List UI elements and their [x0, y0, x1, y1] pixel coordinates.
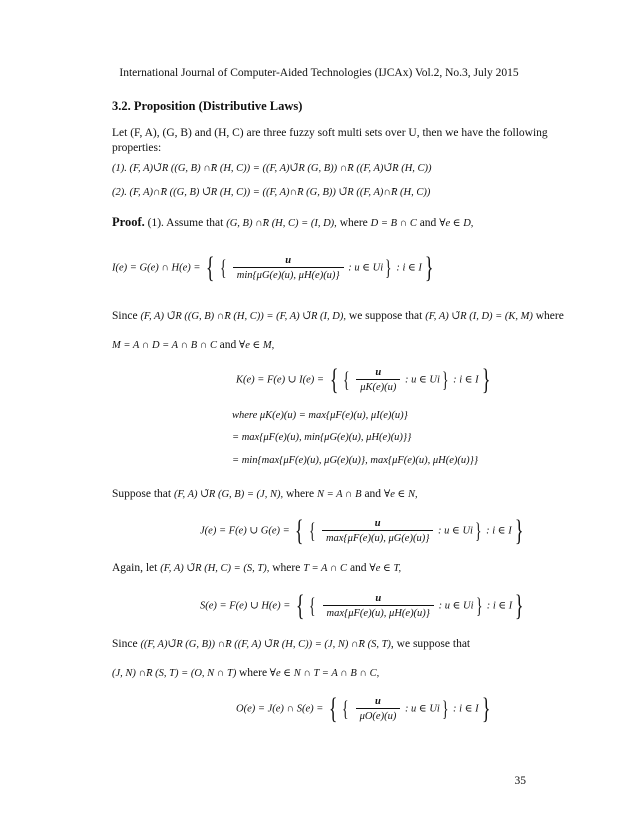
suppose-and: and [364, 488, 382, 500]
proof-where: where [339, 217, 368, 229]
K-numerator: u [375, 366, 382, 378]
J-fraction [322, 518, 433, 545]
N-forall: ∀e ∈ N, [383, 489, 418, 500]
proof-D-def: D = B ∩ C [370, 218, 417, 229]
where-line-2: = max{μF(e)(u), min{μG(e)(u), μH(e)(u)}} [232, 432, 412, 443]
T-def: T = A ∩ C [303, 563, 348, 574]
I-formula: I(e) = G(e) ∩ H(e) = { { $\frac{u}{\min\{\mu G(e)(u), \mu H(e)(u)\}}$ : u ∈ Ui} : i ∈ I} [112, 251, 434, 284]
proof-line [112, 215, 473, 230]
intro-line-1: Let (F, A), (G, B) and (H, C) are three fuzzy soft multi sets over U, then we have the following [112, 127, 548, 139]
JN-line [112, 667, 379, 679]
suppose-where: where [285, 488, 315, 500]
since-word-1: Since [112, 310, 138, 322]
I-numerator: u [285, 254, 292, 266]
again-line [112, 562, 401, 574]
suppose-expr: (F, A) ∪̃R (G, B) = (J, N), [173, 489, 284, 500]
again-where: where [272, 562, 301, 574]
suppose-line [112, 488, 418, 500]
JN-forall: ∀e ∈ N ∩ T = A ∩ B ∩ C, [269, 668, 380, 679]
J-numerator: u [374, 517, 381, 529]
S-numerator: u [375, 592, 382, 604]
proof-assume-expr: (G, B) ∩̃R (H, C) = (I, D), [226, 218, 337, 229]
again-label: Again, let [112, 562, 158, 574]
section-title: 3.2. Proposition (Distributive Laws) [112, 99, 303, 113]
M-forall: ∀e ∈ M, [238, 340, 275, 351]
where-line-3: = min{max{μF(e)(u), μG(e)(u)}, max{μF(e)(u), μH(e)(u)}} [232, 455, 479, 466]
page-number: 35 [514, 775, 526, 787]
proof-label: Proof. [112, 215, 145, 229]
I-tail: : u ∈ Ui [348, 262, 384, 274]
since-line-2 [112, 638, 470, 650]
again-and: and [349, 562, 367, 574]
O-index: : i ∈ I [453, 703, 479, 715]
since-line-1 [112, 310, 564, 322]
T-forall: ∀e ∈ T, [369, 563, 402, 574]
since-K-expr: (F, A) ∪̃R (I, D) = (K, M) [425, 311, 533, 322]
proof-and: and [419, 217, 437, 229]
K-fraction [356, 367, 400, 394]
K-lhs: K(e) = F(e) ∪ I(e) = [236, 374, 324, 386]
J-tail: : u ∈ Ui [438, 525, 473, 537]
equation-2: (2). (F, A)∩̃R ((G, B) ∪̃R (H, C)) = ((F, A)∩̃R (G, B)) ∪̃R ((F, A)∩̃R (H, C)) [112, 187, 431, 198]
equation-1: (1). (F, A)∪̃R ((G, B) ∩̃R (H, C)) = ((F, A)∪̃R (G, B)) ∩̃R ((F, A)∪̃R (H, C)) [112, 163, 432, 174]
I-lhs: I(e) = G(e) ∩ H(e) = [112, 262, 201, 274]
since-where-1: where [535, 310, 564, 322]
S-tail: : u ∈ Ui [438, 600, 474, 612]
K-denominator: μK(e)(u) [356, 379, 400, 394]
O-lhs: O(e) = J(e) ∩ S(e) = [236, 703, 324, 715]
O-numerator: u [375, 695, 381, 707]
I-denominator: min{μG(e)(u), μH(e)(u)} [233, 267, 344, 282]
N-def: N = A ∩ B [316, 489, 362, 500]
JN-where: where [238, 667, 268, 679]
JN-expr: (J, N) ∩̃R (S, T) = (O, N ∩ T) [112, 668, 237, 679]
proof-start: (1). Assume that [147, 217, 224, 229]
I-fraction [233, 255, 344, 282]
K-index: : i ∈ I [453, 374, 479, 386]
suppose-label: Suppose that [112, 488, 172, 500]
J-denominator: max{μF(e)(u), μG(e)(u)} [322, 530, 433, 545]
O-formula: O(e) = J(e) ∩ S(e) = { { $\frac{u}{\mu O(e)(u)}$ : u ∈ Ui} : i ∈ I} [236, 692, 491, 725]
S-index: : i ∈ I [486, 600, 513, 612]
S-formula: S(e) = F(e) ∪ H(e) = { { $\frac{u}{\max\{\mu F(e)(u), \mu H(e)(u)\}}$ : u ∈ Ui} : i ∈ I} [200, 589, 524, 622]
O-tail: : u ∈ Ui [404, 703, 440, 715]
intro-line-2: properties: [112, 142, 162, 154]
M-def: M = A ∩ D = A ∩ B ∩ C [112, 340, 217, 351]
S-lhs: S(e) = F(e) ∪ H(e) = [200, 600, 291, 612]
M-definition [112, 339, 274, 351]
since-expr-2: ((F, A)∪̃R (G, B)) ∩̃R ((F, A) ∪̃R (H, C)) = (J, N) ∩̃R (S, T) [140, 639, 391, 650]
O-denominator: μO(e)(u) [356, 708, 401, 723]
again-expr: (F, A) ∪̃R (H, C) = (S, T), [160, 563, 270, 574]
J-index: : i ∈ I [486, 525, 512, 537]
I-index: : i ∈ I [396, 262, 422, 274]
since-word-2: Since [112, 638, 138, 650]
since-tail-2: , we suppose that [390, 638, 471, 650]
where-line-1: where μK(e)(u) = max{μF(e)(u), μI(e)(u)} [232, 410, 408, 421]
journal-header: International Journal of Computer-Aided Technologies (IJCAx) Vol.2, No.3, July 2015 [119, 67, 519, 79]
O-fraction [356, 696, 401, 723]
since-expr-1: (F, A) ∪̃R ((G, B) ∩̃R (H, C)) = (F, A) ∪̃R (I, D), [140, 311, 347, 322]
M-and: and [219, 339, 237, 351]
proof-forall-D: ∀e ∈ D, [439, 218, 474, 229]
K-formula: K(e) = F(e) ∪ I(e) = { { $\frac{u}{\mu K(e)(u)}$ : u ∈ Ui} : i ∈ I} [236, 363, 491, 396]
since-suppose-1: we suppose that [348, 310, 423, 322]
S-denominator: max{μF(e)(u), μH(e)(u)} [323, 605, 434, 620]
J-formula: J(e) = F(e) ∪ G(e) = { { $\frac{u}{\max\{\mu F(e)(u), \mu G(e)(u)\}}$ : u ∈ Ui} : i ∈ I} [200, 514, 524, 547]
K-tail: : u ∈ Ui [404, 374, 440, 386]
J-lhs: J(e) = F(e) ∪ G(e) = [200, 525, 290, 537]
S-fraction [323, 593, 434, 620]
